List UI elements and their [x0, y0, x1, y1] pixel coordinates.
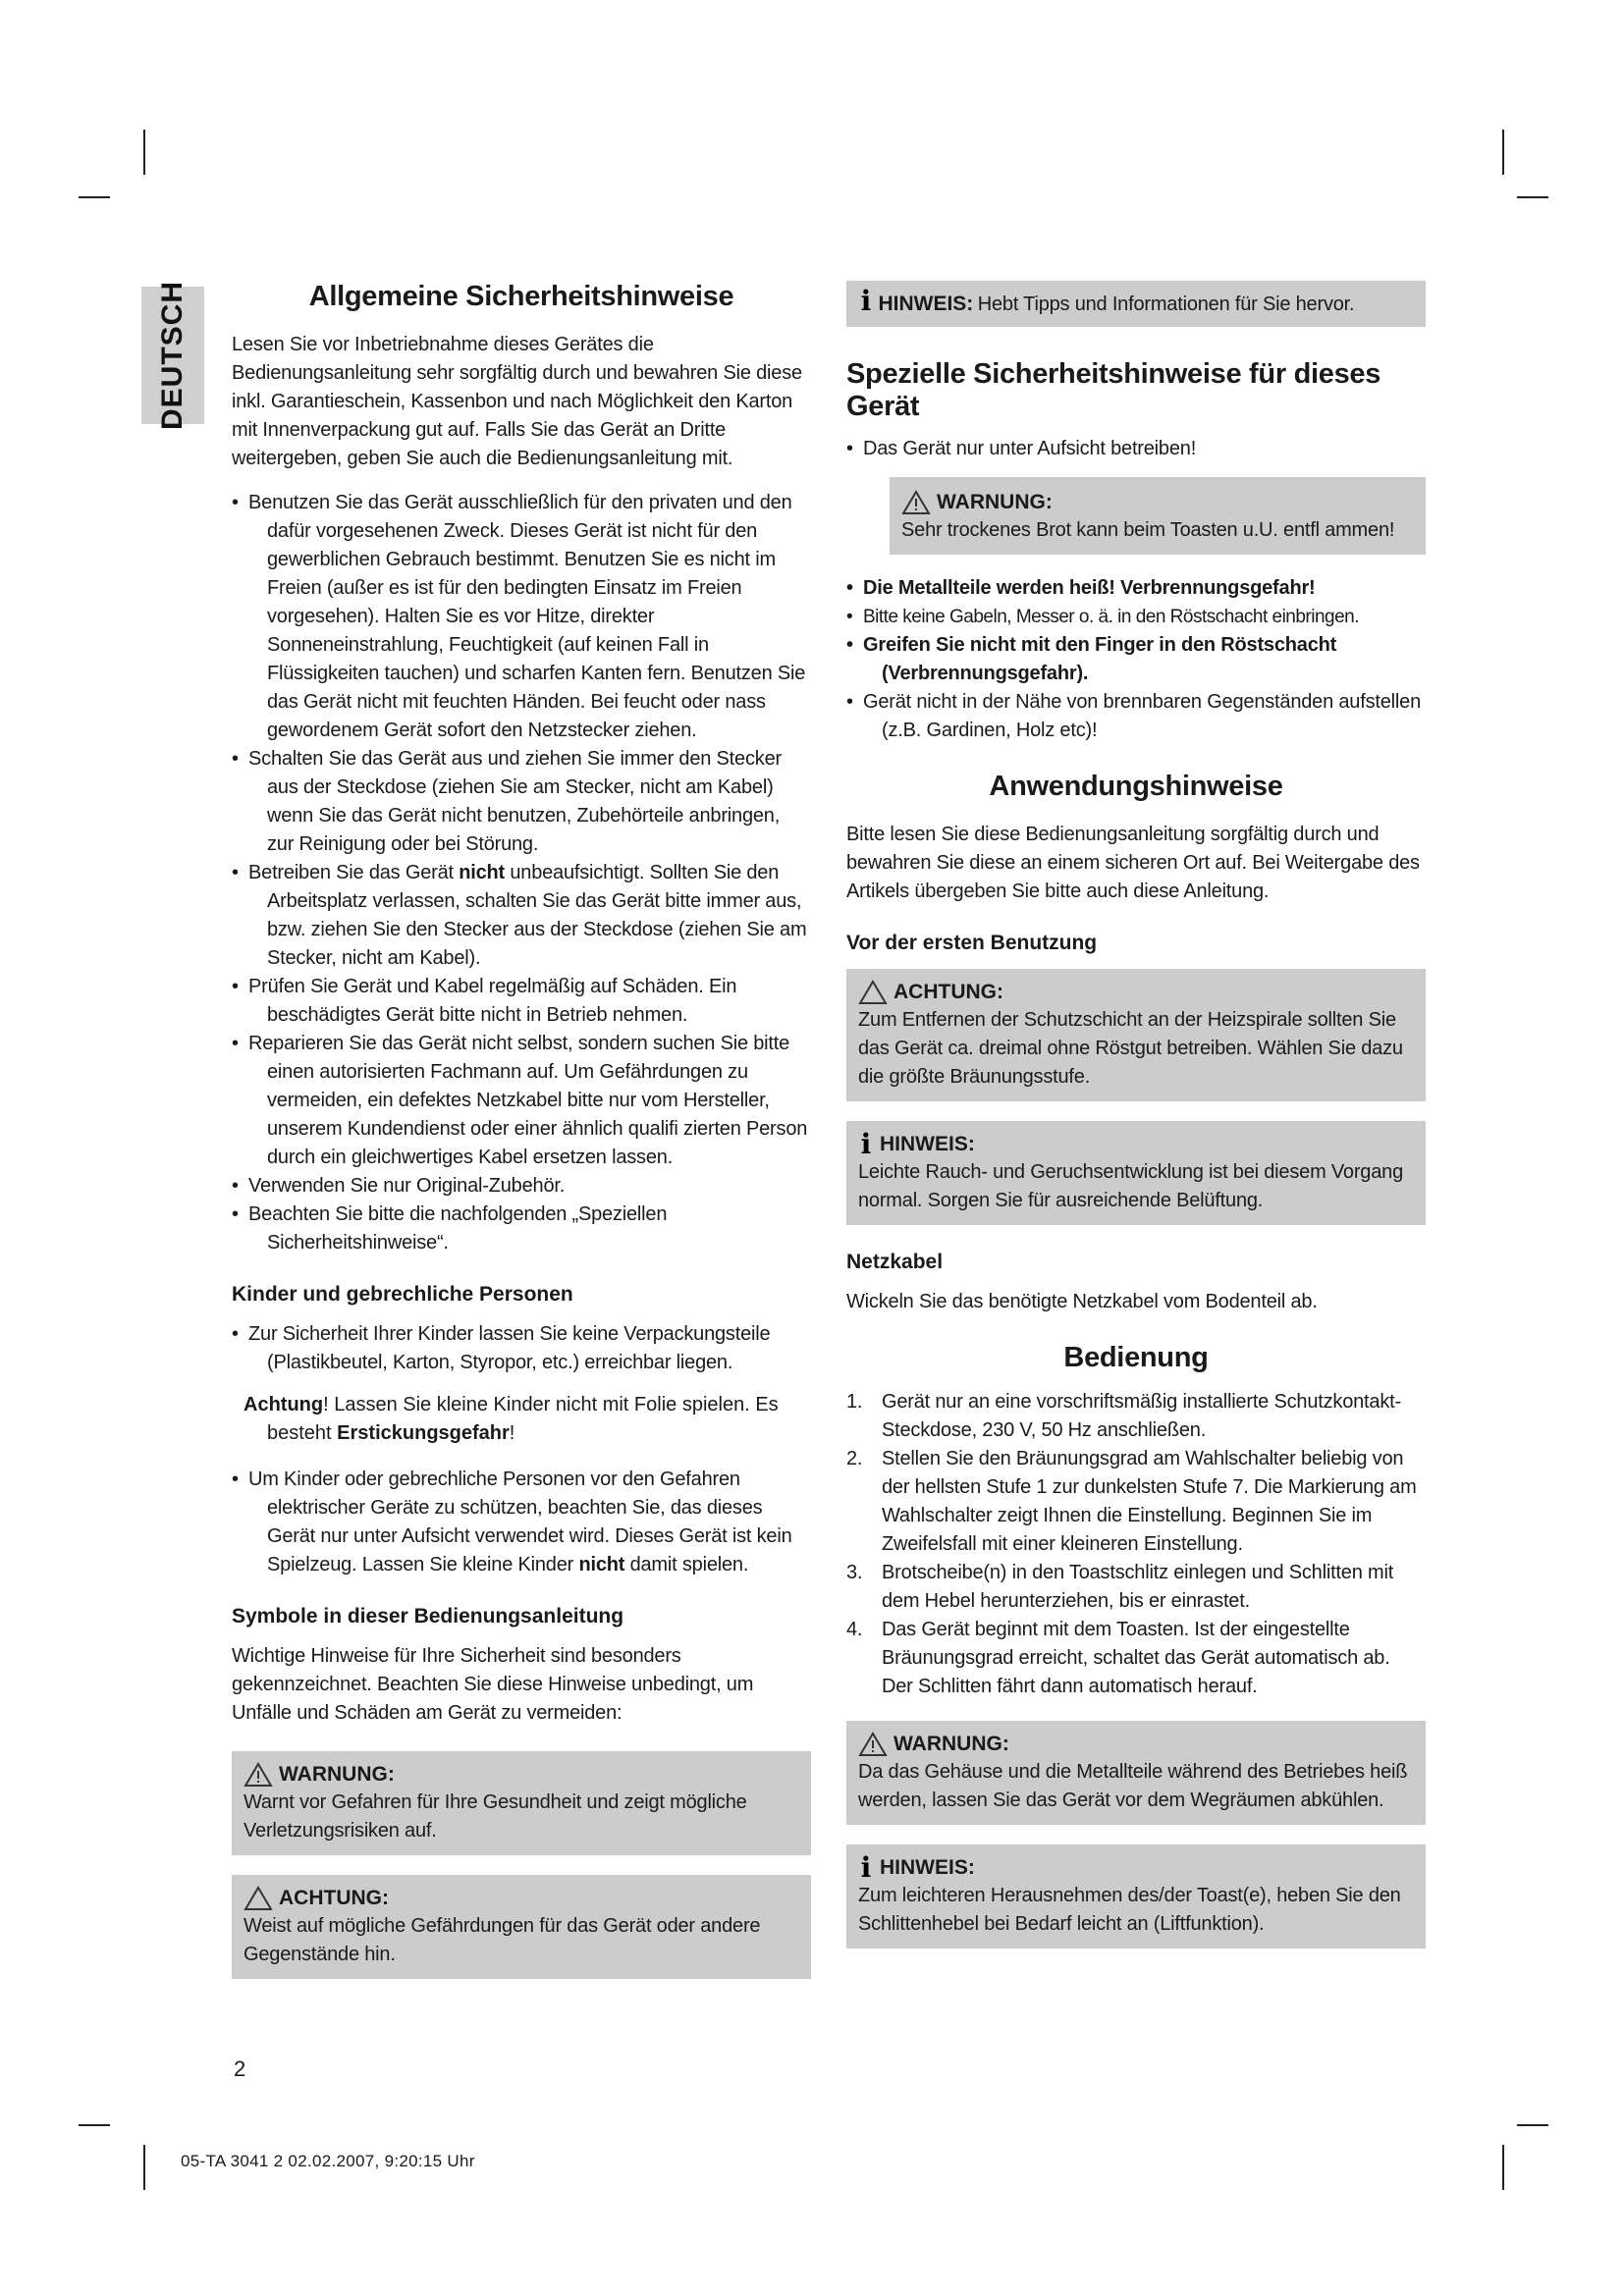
list-item: • Beachten Sie bitte die nachfolgenden „Speziellen Sicherheitshinweise“.	[232, 1201, 811, 1257]
special-list-2	[846, 574, 1426, 745]
list-item: • Um Kinder oder gebrechliche Personen vor den Gefahren elektrischer Geräte zu schützen, beachten Sie, das dieses Gerät nur unter Aufsicht verwendet wird. Dieses Gerät ist kein Spielzeug. Lassen Sie kleine Kinder nicht damit spielen.	[232, 1466, 811, 1579]
warning-text: Da das Gehäuse und die Metallteile während des Betriebes heiß werden, lassen Sie das Gerät vor dem Wegräumen abkühlen.	[858, 1761, 1408, 1811]
hint-text: Zum leichteren Herausnehmen des/der Toast(e), heben Sie den Schlittenhebel bei Bedarf leicht an (Liftfunktion).	[858, 1885, 1401, 1935]
step-item: 4. Das Gerät beginnt mit dem Toasten. Ist der eingestellte Bräunungsgrad erreicht, schaltet das Gerät automatisch ab. Der Schlitten fährt dann automatisch herauf.	[846, 1619, 1390, 1697]
language-tab	[141, 280, 204, 431]
list-item: • Gerät nicht in der Nähe von brennbaren Gegenständen aufstellen (z.B. Gardinen, Holz etc)!	[846, 688, 1426, 745]
warning-text: Warnt vor Gefahren für Ihre Gesundheit und zeigt mögliche Verletzungsrisiken auf.	[244, 1791, 747, 1842]
right-column	[846, 281, 1426, 1968]
caution-label: ACHTUNG:	[279, 1887, 389, 1909]
hint-label: HINWEIS:	[878, 293, 974, 315]
hint-label: HINWEIS:	[880, 1856, 975, 1879]
crop-mark	[143, 130, 145, 175]
section-title-general-safety: Allgemeine Sicherheitshinweise	[308, 281, 734, 312]
list-item: • Das Gerät nur unter Aufsicht betreiben!	[846, 435, 1426, 463]
cable-paragraph: Wickeln Sie das benötigte Netzkabel vom Bodenteil ab.	[846, 1291, 1318, 1312]
caution-box	[232, 1875, 811, 1979]
section-title-operation: Bedienung	[1063, 1342, 1209, 1373]
caution-text: Zum Entfernen der Schutzschicht an der Heizspirale sollten Sie das Gerät ca. dreimal ohne Röstgut betreiben. Wählen Sie dazu die größte Bräunungsstufe.	[858, 1009, 1403, 1088]
info-icon: i	[860, 285, 872, 317]
symbols-paragraph: Wichtige Hinweise für Ihre Sicherheit sind besonders gekennzeichnet. Beachten Sie diese Hinweise unbedingt, um Unfälle und Schäden am Gerät zu vermeiden:	[232, 1645, 754, 1724]
safety-list	[232, 489, 811, 1257]
symbols-heading: Symbole in dieser Bedienungsanleitung	[232, 1605, 624, 1628]
warning-label: WARNUNG:	[893, 1733, 1009, 1755]
warning-box-cool	[846, 1721, 1426, 1825]
hint-text: Hebt Tipps und Informationen für Sie hervor.	[977, 294, 1355, 315]
hint-text: Leichte Rauch- und Geruchsentwicklung ist bei diesem Vorgang normal. Sorgen Sie für ausreichende Belüftung.	[858, 1161, 1403, 1211]
hint-label: HINWEIS:	[880, 1133, 975, 1155]
list-item: • Prüfen Sie Gerät und Kabel regelmäßig auf Schäden. Ein beschädigtes Gerät bitte nicht in Betrieb nehmen.	[232, 973, 811, 1030]
list-item: • Zur Sicherheit Ihrer Kinder lassen Sie keine Verpackungsteile (Plastikbeutel, Karton, Styropor, etc.) erreichbar liegen.	[232, 1320, 811, 1377]
warning-triangle-icon	[901, 490, 931, 515]
list-item: • Betreiben Sie das Gerät nicht unbeaufsichtigt. Sollten Sie den Arbeitsplatz verlassen, schalten Sie das Gerät bitte immer aus, bzw. ziehen Sie den Stecker aus der Steckdose (ziehen Sie am Stecker, nicht am Kabel).	[232, 859, 811, 973]
crop-mark	[1517, 196, 1548, 198]
crop-mark	[79, 196, 110, 198]
warning-text: Sehr trockenes Brot kann beim Toasten u.U. entfl ammen!	[901, 519, 1395, 541]
crop-mark	[143, 2145, 145, 2190]
operation-steps	[846, 1388, 1426, 1701]
section-title-special-safety: Spezielle Sicherheitshinweise für dieses Gerät	[846, 358, 1381, 422]
step-item: 3. Brotscheibe(n) in den Toastschlitz einlegen und Schlitten mit dem Hebel herunterziehen, bis er einrastet.	[846, 1562, 1394, 1612]
step-item: 2. Stellen Sie den Bräunungsgrad am Wahlschalter beliebig von der hellsten Stufe 1 zur dunkelsten Stufe 7. Die Markierung am Wahlschalter zeigt Ihnen die Einstellung. Beginnen Sie im Zweifelsfall mit einer kleineren Einstellung.	[846, 1448, 1417, 1555]
info-icon: i	[860, 1128, 872, 1160]
list-item: • Reparieren Sie das Gerät nicht selbst, sondern suchen Sie bitte einen autorisierten Fachmann auf. Um Gefährdungen zu vermeiden, ein defektes Netzkabel bitte nur vom Hersteller, unserem Kundendienst oder einer ähnlich qualifi zierten Person durch ein gleichwertiges Kabel ersetzen lassen.	[232, 1030, 811, 1172]
warning-label: WARNUNG:	[937, 491, 1053, 513]
hint-box-smoke	[846, 1121, 1426, 1225]
left-column	[232, 281, 811, 1999]
hint-box-lift	[846, 1844, 1426, 1949]
print-footer: 05-TA 3041 2 02.02.2007, 9:20:15 Uhr	[181, 2152, 475, 2170]
children-list	[232, 1320, 811, 1377]
caution-triangle-icon	[858, 980, 888, 1005]
warning-label: WARNUNG:	[279, 1763, 395, 1786]
crop-mark	[1502, 2145, 1504, 2190]
caution-text: Weist auf mögliche Gefährdungen für das Gerät oder andere Gegenstände hin.	[244, 1915, 761, 1965]
cable-heading: Netzkabel	[846, 1251, 944, 1273]
language-tab-label: DEUTSCH	[156, 280, 189, 431]
page-number: 2	[234, 2056, 246, 2081]
hint-box-top	[846, 281, 1426, 327]
caution-triangle-icon	[244, 1886, 273, 1911]
warning-triangle-icon	[858, 1732, 888, 1757]
warning-box-toast	[890, 477, 1426, 555]
intro-paragraph: Lesen Sie vor Inbetriebnahme dieses Gerätes die Bedienungsanleitung sehr sorgfältig durch und bewahren Sie diese inkl. Garantieschein, Kassenbon und nach Möglichkeit den Karton mit Innenverpackung gut auf. Falls Sie das Gerät an Dritte weitergeben, geben Sie auch die Bedienungsanleitung mit.	[232, 334, 802, 469]
warning-triangle-icon	[244, 1762, 273, 1788]
warning-box	[232, 1751, 811, 1855]
info-icon: i	[860, 1851, 872, 1884]
list-item: • Verwenden Sie nur Original-Zubehör.	[232, 1172, 811, 1201]
list-item: • Schalten Sie das Gerät aus und ziehen Sie immer den Stecker aus der Steckdose (ziehen Sie am Stecker, nicht am Kabel) wenn Sie das Gerät nicht benutzen, Zubehörteile anbringen, zur Reinigung oder bei Störung.	[232, 745, 811, 859]
crop-mark	[79, 2124, 110, 2126]
section-title-usage: Anwendungshinweise	[989, 771, 1283, 802]
list-item: • Benutzen Sie das Gerät ausschließlich für den privaten und den dafür vorgesehenen Zweck. Dieses Gerät ist nicht für den gewerblichen Gebrauch bestimmt. Benutzen Sie es nicht im Freien (außer es ist für den bedingten Einsatz im Freien vorgesehen). Halten Sie es vor Hitze, direkter Sonneneinstrahlung, Feuchtigkeit (auf keinen Fall in Flüssigkeiten tauchen) und scharfen Kanten fern. Benutzen Sie das Gerät nicht mit feuchten Händen. Bei feucht oder nass gewordenem Gerät sofort den Netzstecker ziehen.	[232, 489, 811, 745]
children-heading: Kinder und gebrechliche Personen	[232, 1283, 573, 1306]
caution-label: ACHTUNG:	[893, 981, 1003, 1003]
crop-mark	[1502, 130, 1504, 175]
list-item: • Bitte keine Gabeln, Messer o. ä. in den Röstschacht einbringen.	[846, 603, 1426, 631]
list-item: • Die Metallteile werden heiß! Verbrennungsgefahr!	[846, 574, 1426, 603]
crop-mark	[1517, 2124, 1548, 2126]
usage-paragraph: Bitte lesen Sie diese Bedienungsanleitung sorgfältig durch und bewahren Sie diese an einem sicheren Ort auf. Bei Weitergabe des Artikels übergeben Sie bitte auch diese Anleitung.	[846, 824, 1420, 902]
achtung-note: Achtung! Lassen Sie kleine Kinder nicht mit Folie spielen. Es besteht Erstickungsgefahr!	[244, 1394, 779, 1444]
list-item: • Greifen Sie nicht mit den Finger in den Röstschacht (Verbrennungsgefahr).	[846, 631, 1426, 688]
children-list-2	[232, 1466, 811, 1579]
special-list	[846, 435, 1426, 463]
step-item: 1. Gerät nur an eine vorschriftsmäßig installierte Schutzkontakt-Steckdose, 230 V, 50 Hz anschließen.	[846, 1391, 1401, 1441]
first-use-heading: Vor der ersten Benutzung	[846, 932, 1098, 954]
caution-box-first-use	[846, 969, 1426, 1101]
